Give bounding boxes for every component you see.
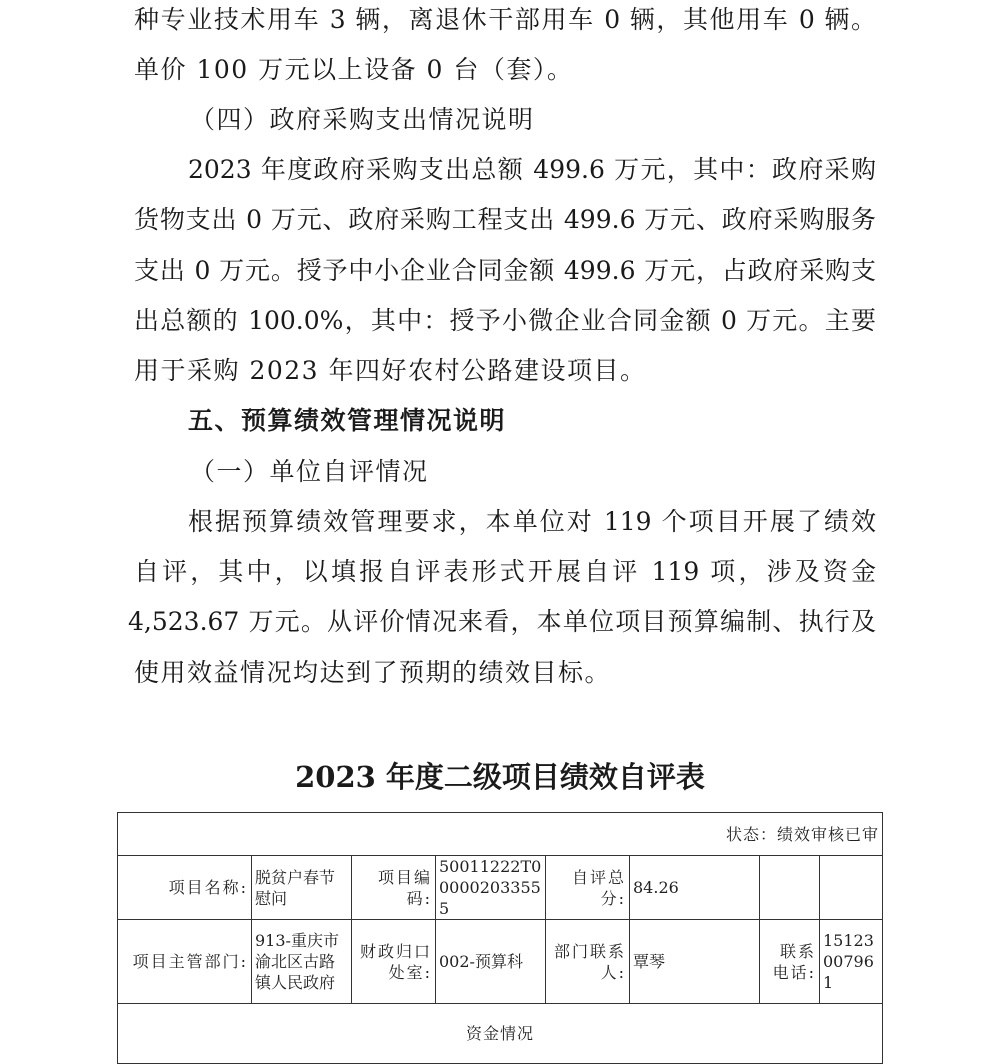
empty-cell — [820, 856, 883, 920]
section-subheading: （一）单位自评情况 — [190, 457, 429, 486]
project-name-value: 脱贫户春节慰问 — [252, 856, 352, 920]
project-code-label: 项目编码: — [352, 856, 436, 920]
contact-label: 部门联系人: — [546, 920, 630, 1004]
section-subheading: （四）政府采购支出情况说明 — [190, 105, 535, 134]
form-title: 2023 年度二级项目绩效自评表 — [295, 760, 705, 794]
score-value: 84.26 — [630, 856, 760, 920]
paragraph-line: 根据预算绩效管理要求，本单位对 119 个项目开展了绩效 — [188, 507, 876, 536]
paragraph-line: 支出 0 万元。授予中小企业合同金额 499.6 万元，占政府采购支 — [134, 256, 876, 285]
dept-value: 913-重庆市渝北区古路镇人民政府 — [252, 920, 352, 1004]
paragraph-line: 出总额的 100.0%，其中：授予小微企业合同金额 0 万元。主要 — [134, 306, 876, 335]
contact-value: 覃琴 — [630, 920, 760, 1004]
paragraph-line: 2023 年度政府采购支出总额 499.6 万元，其中：政府采购 — [188, 155, 876, 184]
evaluation-table — [117, 812, 883, 1064]
paragraph-line: 单价 100 万元以上设备 0 台（套）。 — [134, 55, 574, 84]
finance-office-label: 财政归口处室: — [352, 920, 436, 1004]
phone-value: 15123007961 — [820, 920, 883, 1004]
project-name-label: 项目名称: — [118, 856, 252, 920]
paragraph-line: 4,523.67 万元。从评价情况来看，本单位项目预算编制、执行及 — [128, 607, 876, 636]
paragraph-line: 货物支出 0 万元、政府采购工程支出 499.6 万元、政府采购服务 — [134, 205, 876, 234]
finance-office-value: 002-预算科 — [436, 920, 546, 1004]
empty-cell — [760, 856, 820, 920]
status-badge: 状态：绩效审核已审 — [118, 813, 883, 856]
paragraph-line: 自评，其中，以填报自评表形式开展自评 119 项，涉及资金 — [134, 557, 876, 586]
project-code-value: 50011222T000002033555 — [436, 856, 546, 920]
phone-label: 联系电话: — [760, 920, 820, 1004]
paragraph-line: 使用效益情况均达到了预期的绩效目标。 — [134, 658, 612, 687]
dept-label: 项目主管部门: — [118, 920, 252, 1004]
paragraph-line: 用于采购 2023 年四好农村公路建设项目。 — [134, 356, 647, 385]
paragraph-line: 种专业技术用车 3 辆，离退休干部用车 0 辆，其他用车 0 辆。 — [134, 5, 876, 34]
section-heading: 五、预算绩效管理情况说明 — [188, 406, 507, 435]
funds-heading: 资金情况 — [118, 1004, 883, 1064]
score-label: 自评总分: — [546, 856, 630, 920]
